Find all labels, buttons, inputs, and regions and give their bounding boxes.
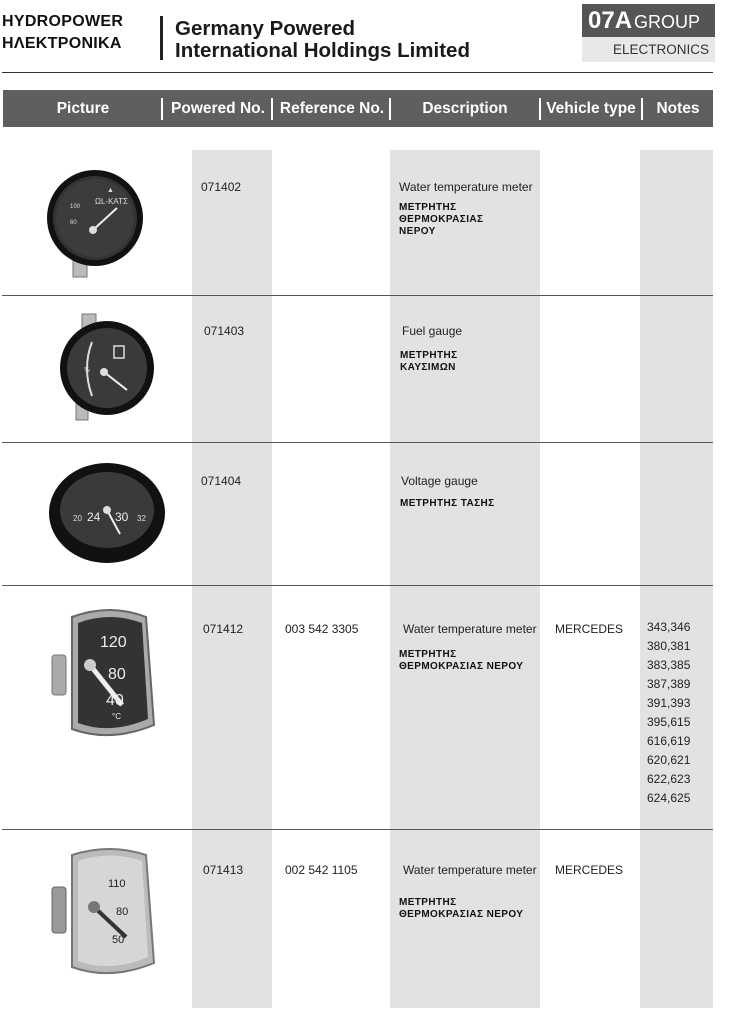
svg-text:100: 100 (70, 204, 81, 210)
powered-no: 071403 (204, 324, 245, 338)
logo-small: GROUP (634, 12, 701, 32)
dial-label: 32 (137, 514, 146, 523)
logo-big: 07A (588, 7, 633, 34)
greek-line: ΜΕΤΡΗΤΗΣ (399, 897, 457, 908)
description-greek (399, 202, 483, 238)
group-logo (582, 4, 715, 62)
company-line2: International Holdings Limited (175, 39, 470, 62)
brand-left-line1: HYDROPOWER (2, 13, 124, 30)
row-divider (2, 442, 713, 443)
brand-left (2, 11, 123, 55)
note-item: 395,615 (647, 715, 691, 729)
light-temperature-gauge-image (50, 845, 160, 985)
notes-column-shade (640, 150, 713, 1008)
header-rule (2, 72, 713, 73)
description: Voltage gauge (401, 474, 478, 488)
svg-text:60: 60 (70, 220, 77, 226)
table-header (3, 90, 713, 127)
reference-no: 003 542 3305 (285, 622, 359, 636)
col-description: Description (422, 100, 508, 117)
dial-label: 30 (115, 510, 129, 524)
dial-label: °C (112, 712, 121, 721)
dial-label: 80 (116, 906, 129, 918)
row-divider (2, 829, 713, 830)
note-item: 622,623 (647, 772, 691, 786)
col-notes: Notes (656, 100, 700, 117)
note-item: 616,619 (647, 734, 691, 748)
description: Fuel gauge (402, 324, 463, 338)
note-item: 383,385 (647, 658, 691, 672)
note-item: 380,381 (647, 639, 691, 653)
logo-sub: ELECTRONICS (582, 37, 715, 62)
note-item: 387,389 (647, 677, 691, 691)
greek-line: ΜΕΤΡΗΤΗΣ (400, 350, 458, 361)
greek-line: ΚΑΥΣΙΜΩΝ (400, 362, 456, 373)
greek-line: ΜΕΤΡΗΤΗΣ ΤΑΣΗΣ (400, 498, 495, 509)
greek-line: ΜΕΤΡΗΤΗΣ (399, 202, 457, 213)
vehicle-type: MERCEDES (555, 863, 624, 877)
svg-text:▲: ▲ (107, 187, 114, 194)
dial-label: 24 (87, 510, 101, 524)
col-reference-no: Reference No. (279, 100, 385, 117)
svg-text:ΩL-ΚΑΤΣ: ΩL-ΚΑΤΣ (95, 197, 129, 206)
vehicle-type: MERCEDES (555, 622, 624, 636)
greek-line: ΜΕΤΡΗΤΗΣ (399, 649, 457, 660)
row-divider (2, 585, 713, 586)
col-picture: Picture (56, 100, 110, 117)
description: Water temperature meter (403, 863, 537, 877)
greek-line: ΝΕΡΟΥ (399, 226, 436, 237)
description-greek (399, 649, 523, 673)
voltage-gauge-image (45, 458, 170, 568)
powered-no: 071412 (203, 622, 244, 636)
description: Water temperature meter (399, 180, 533, 194)
col-vehicle-type: Vehicle type (546, 100, 636, 117)
powered-no: 071404 (201, 474, 242, 488)
dial-label: 50 (112, 934, 125, 946)
description-greek (400, 498, 495, 510)
brand-left-line2: ΗΛΕΚΤΡΟΝΙΚΑ (2, 35, 122, 52)
dial-label: 110 (108, 878, 126, 890)
col-separator (161, 98, 163, 120)
powered-column-shade (192, 150, 272, 1008)
company-name (175, 18, 470, 62)
description-greek (400, 350, 458, 374)
greek-line: ΘΕΡΜΟΚΡΑΣΙΑΣ ΝΕΡΟΥ (399, 909, 524, 920)
notes-list (647, 618, 690, 808)
description-column-shade (390, 150, 540, 1008)
powered-no: 071402 (201, 180, 242, 194)
dial-label: 80 (108, 666, 126, 683)
greek-line: ΘΕΡΜΟΚΡΑΣΙΑΣ ΝΕΡΟΥ (399, 661, 524, 672)
col-powered-no: Powered No. (171, 100, 265, 117)
row-divider (2, 295, 713, 296)
header-divider (160, 16, 163, 60)
description: Water temperature meter (403, 622, 537, 636)
fuel-gauge-image (52, 310, 162, 425)
note-item: 391,393 (647, 696, 691, 710)
powered-no: 071413 (203, 863, 244, 877)
greek-line: ΘΕΡΜΟΚΡΑΣΙΑΣ (399, 214, 484, 225)
note-item: 624,625 (647, 791, 691, 805)
note-item: 620,621 (647, 753, 691, 767)
dark-temperature-gauge-image (50, 605, 160, 745)
dial-label: 120 (100, 634, 127, 651)
description-greek (399, 897, 523, 921)
company-line1: Germany Powered (175, 17, 356, 40)
temperature-gauge-image (45, 160, 155, 280)
note-item: 343,346 (647, 620, 691, 634)
dial-label: 40 (106, 692, 124, 709)
dial-label: 20 (73, 514, 82, 523)
reference-no: 002 542 1105 (285, 863, 358, 877)
svg-text:½: ½ (84, 367, 90, 374)
